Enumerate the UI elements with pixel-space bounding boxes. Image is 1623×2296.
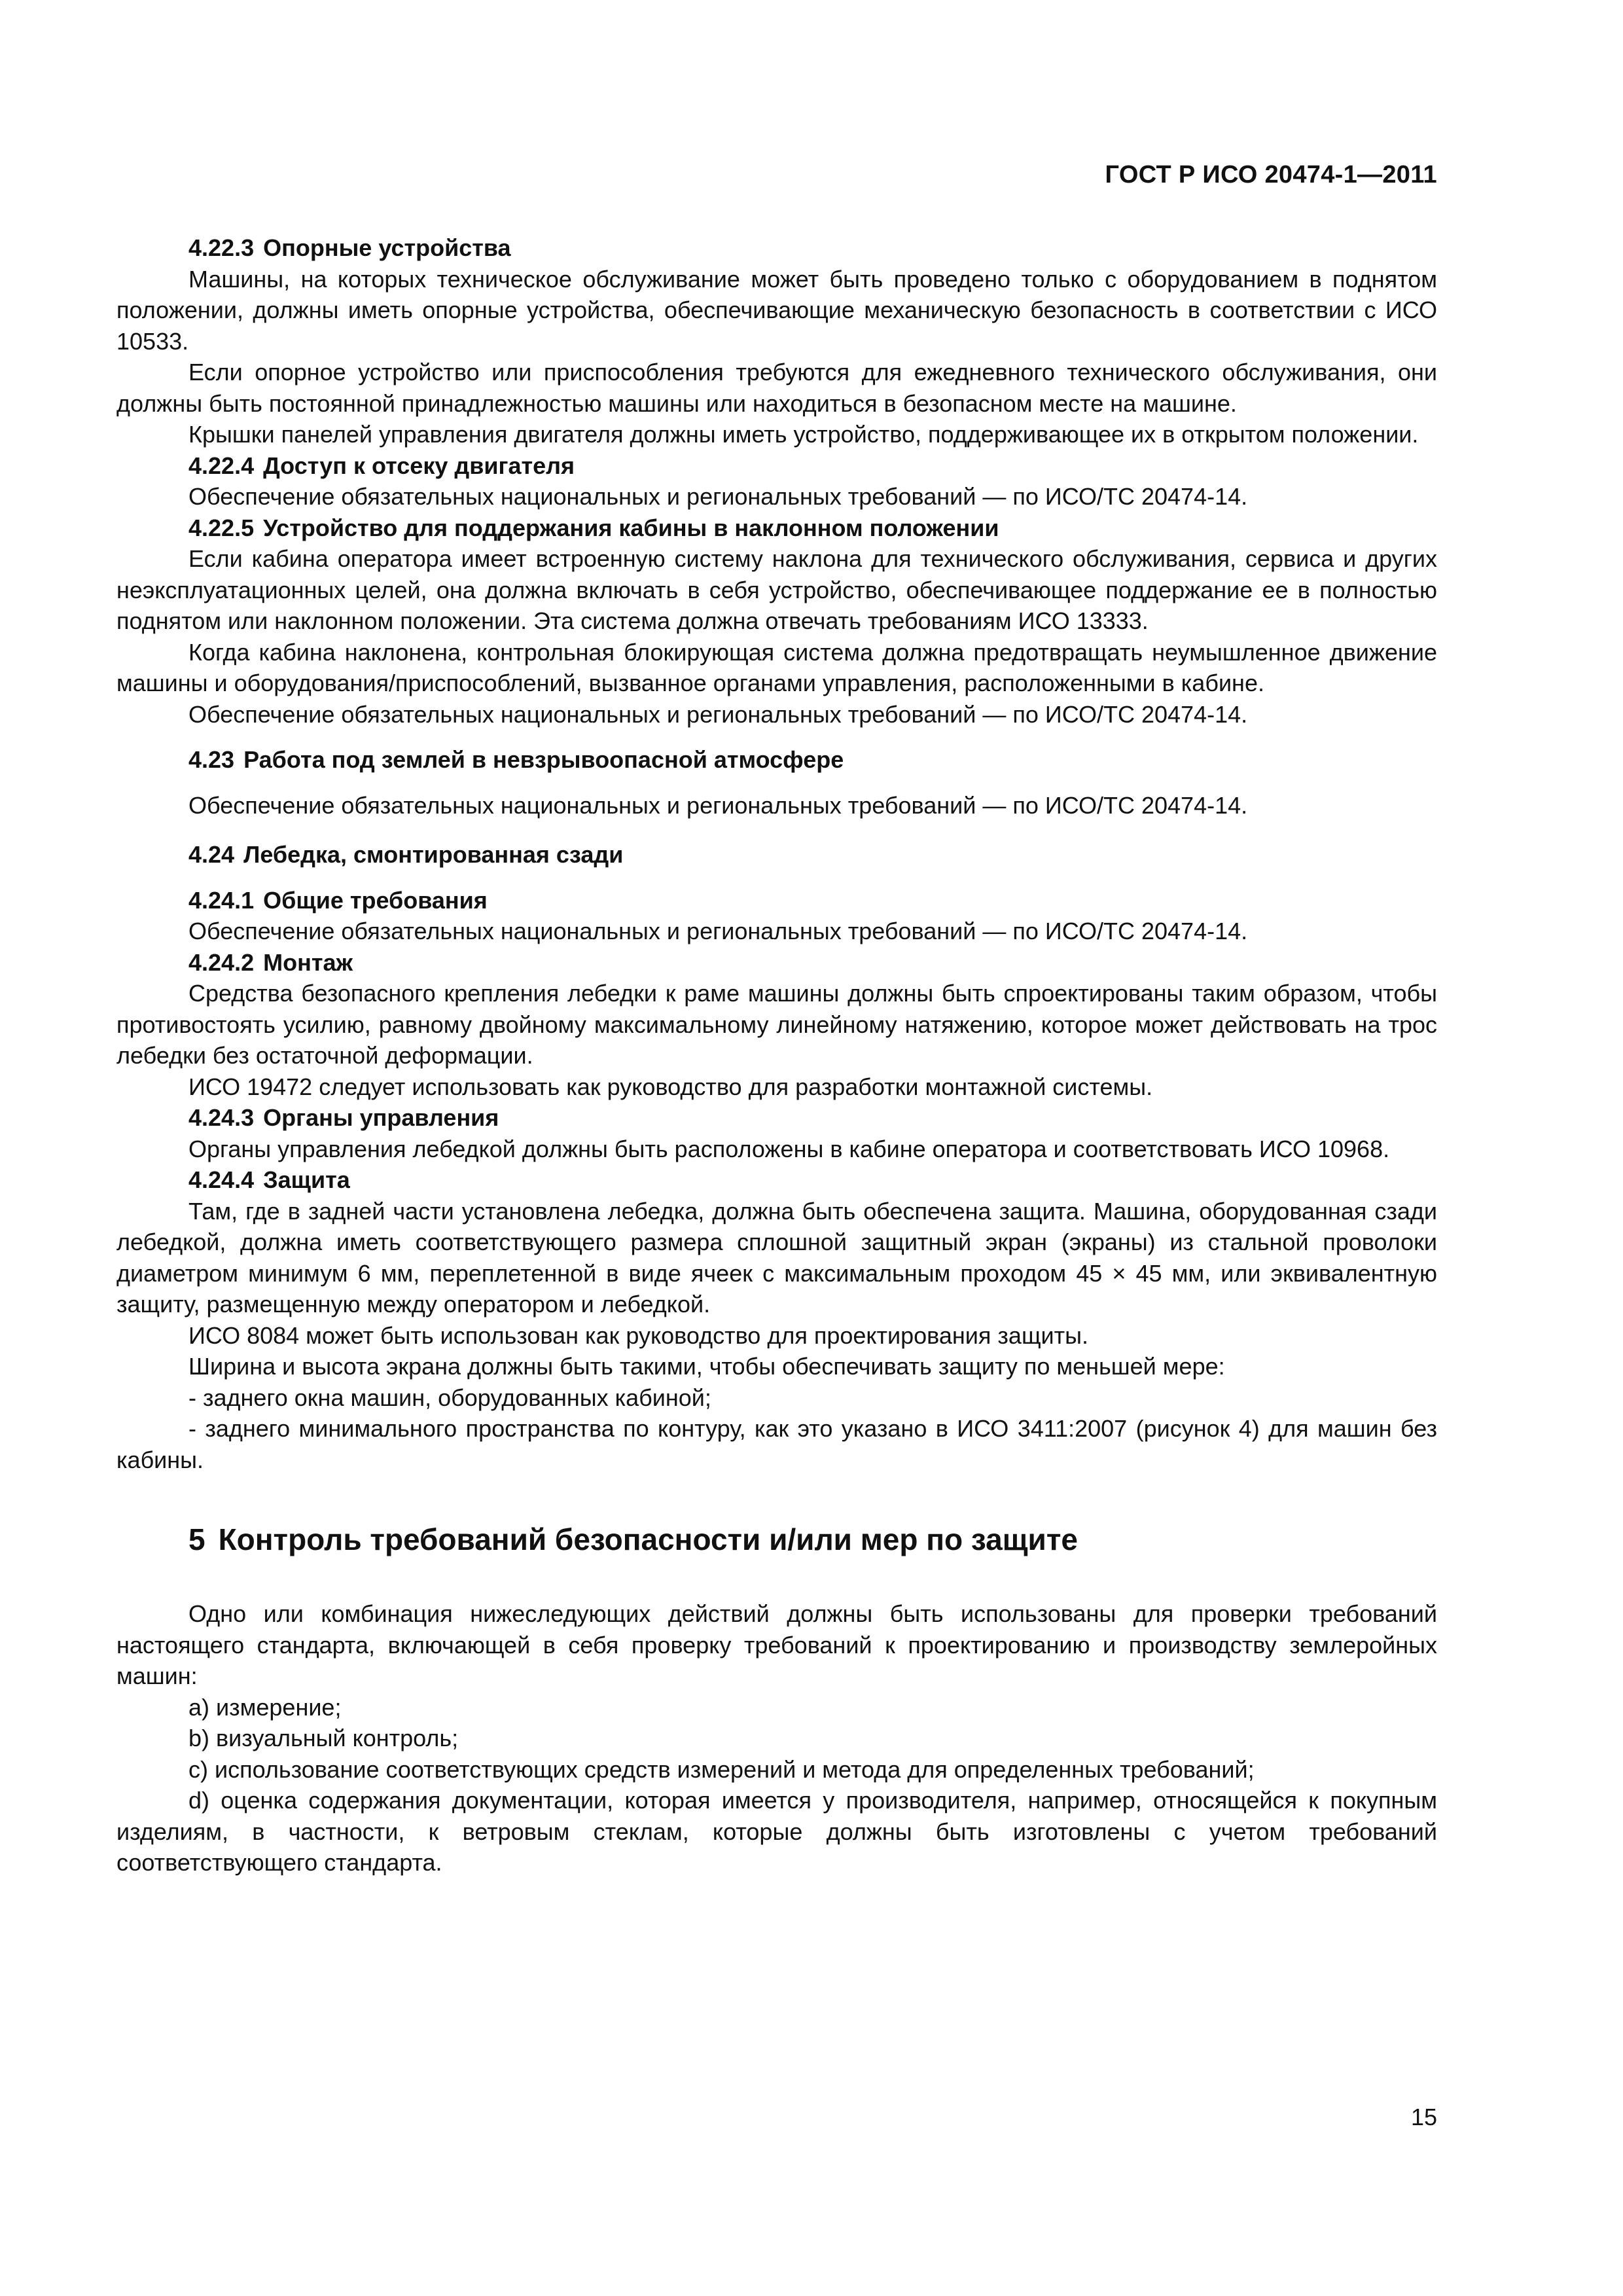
paragraph: Органы управления лебедкой должны быть расположены в кабине оператора и соответствовать ИСО 10968. (188, 1135, 1390, 1162)
heading-4-24-2 (116, 947, 1437, 978)
list-item: - заднего окна машин, оборудованных кабиной; (188, 1384, 711, 1411)
heading-title: Контроль требований безопасности и/или мер по защите (218, 1522, 1078, 1556)
paragraph: Обеспечение обязательных национальных и региональных требований — по ИСО/ТС 20474-14. (188, 483, 1248, 510)
paragraph: ИСО 8084 может быть использован как руководство для проектирования защиты. (188, 1321, 1089, 1349)
list-item: c) использование соответствующих средств измерений и метода для определенных требований; (188, 1755, 1255, 1783)
heading-title: Устройство для поддержания кабины в наклонном положении (263, 514, 999, 541)
heading-title: Лебедка, смонтированная сзади (243, 841, 624, 868)
paragraph: Средства безопасного крепления лебедки к раме машины должны быть спроектированы таким образом, чтобы противостоять усилию, равному двойному максимальному линейному натяжению, которое может действовать на трос лебедки без остаточной деформации. (116, 980, 1437, 1069)
heading-number: 4.22.3 (188, 234, 255, 261)
paragraph: Обеспечение обязательных национальных и региональных требований — по ИСО/ТС 20474-14. (188, 918, 1248, 944)
list-item: d) оценка содержания документации, которая имеется у производителя, например, относящейся к покупным изделиям, в частности, к ветровым стеклам, которые должны быть изготовлены с учетом требований соответствующего стандарта. (116, 1787, 1437, 1876)
heading-number: 4.24.3 (188, 1104, 255, 1131)
heading-4-24 (116, 839, 1437, 870)
heading-title: Защита (263, 1166, 350, 1193)
page-number: 15 (1410, 2104, 1437, 2130)
paragraph: ИСО 19472 следует использовать как руководство для разработки монтажной системы. (188, 1073, 1153, 1100)
paragraph: Обеспечение обязательных национальных и региональных требований — по ИСО/ТС 20474-14. (188, 700, 1248, 728)
document-code: ГОСТ Р ИСО 20474-1—2011 (1105, 161, 1437, 188)
list-item: a) измерение; (188, 1693, 342, 1721)
paragraph: Там, где в задней части установлена лебедка, должна быть обеспечена защита. Машина, оборудованная сзади лебедкой, должна иметь соответствующего размера сплошной защитный экран (экраны) из стальной проволоки диаметром минимум 6 мм, переплетенной в виде ячеек с максимальным проходом 45 × 45 мм, или эквивалентную защиту, размещенную между оператором и лебедкой. (116, 1197, 1437, 1318)
heading-number: 4.22.5 (188, 514, 255, 541)
paragraph: Крышки панелей управления двигателя должны иметь устройство, поддерживающее их в открытом положении. (188, 421, 1419, 448)
heading-number: 4.24.2 (188, 948, 255, 976)
list-item: - заднего минимального пространства по контуру, как это указано в ИСО 3411:2007 (рисунок 4) для машин без кабины. (116, 1415, 1437, 1473)
heading-4-24-3 (116, 1102, 1437, 1134)
paragraph: Машины, на которых техническое обслуживание может быть проведено только с оборудованием в поднятом положении, должны иметь опорные устройства, обеспечивающие механическую безопасность в соответствии с ИСО 10533. (116, 265, 1437, 355)
heading-title: Доступ к отсеку двигателя (263, 452, 575, 479)
heading-title: Органы управления (263, 1104, 499, 1131)
heading-title: Монтаж (263, 948, 353, 976)
heading-4-24-1 (116, 885, 1437, 916)
document-page (116, 0, 1437, 2296)
heading-title: Общие требования (263, 886, 488, 914)
heading-4-22-4 (116, 450, 1437, 482)
paragraph: Когда кабина наклонена, контрольная блокирующая система должна предотвращать неумышленное движение машины и оборудования/приспособлений, вызванное органами управления, расположенными в кабине. (116, 638, 1437, 696)
paragraph: Обеспечение обязательных национальных и региональных требований — по ИСО/ТС 20474-14. (188, 791, 1248, 819)
heading-section-5 (116, 1521, 1437, 1558)
paragraph: Ширина и высота экрана должны быть такими, чтобы обеспечивать защиту по меньшей мере: (188, 1353, 1225, 1380)
heading-number: 5 (188, 1522, 205, 1556)
heading-4-23 (116, 744, 1437, 776)
paragraph: Если опорное устройство или приспособления требуются для ежедневного технического обслуживания, они должны быть постоянной принадлежностью машины или находиться в безопасном месте на машине. (116, 359, 1437, 417)
document-body (116, 232, 1437, 1878)
heading-title: Работа под землей в невзрывоопасной атмосфере (243, 746, 844, 773)
heading-title: Опорные устройства (263, 234, 511, 261)
paragraph: Если кабина оператора имеет встроенную систему наклона для технического обслуживания, сервиса и других неэксплуатационных целей, она должна включать в себя устройство, обеспечивающее поддержание ее в полностью поднятом или наклонном положении. Эта система должна отвечать требованиям ИСО 13333. (116, 545, 1437, 634)
heading-number: 4.23 (188, 746, 235, 773)
heading-number: 4.24.4 (188, 1166, 255, 1193)
heading-4-22-3 (116, 232, 1437, 264)
heading-4-22-5 (116, 512, 1437, 544)
heading-4-24-4 (116, 1164, 1437, 1196)
list-item: b) визуальный контроль; (188, 1725, 459, 1751)
heading-number: 4.24 (188, 841, 235, 868)
heading-number: 4.24.1 (188, 886, 255, 914)
heading-number: 4.22.4 (188, 452, 255, 479)
paragraph: Одно или комбинация нижеследующих действий должны быть использованы для проверки требований настоящего стандарта, включающей в себя проверку требований к проектированию и производству землеройных машин: (116, 1600, 1437, 1689)
